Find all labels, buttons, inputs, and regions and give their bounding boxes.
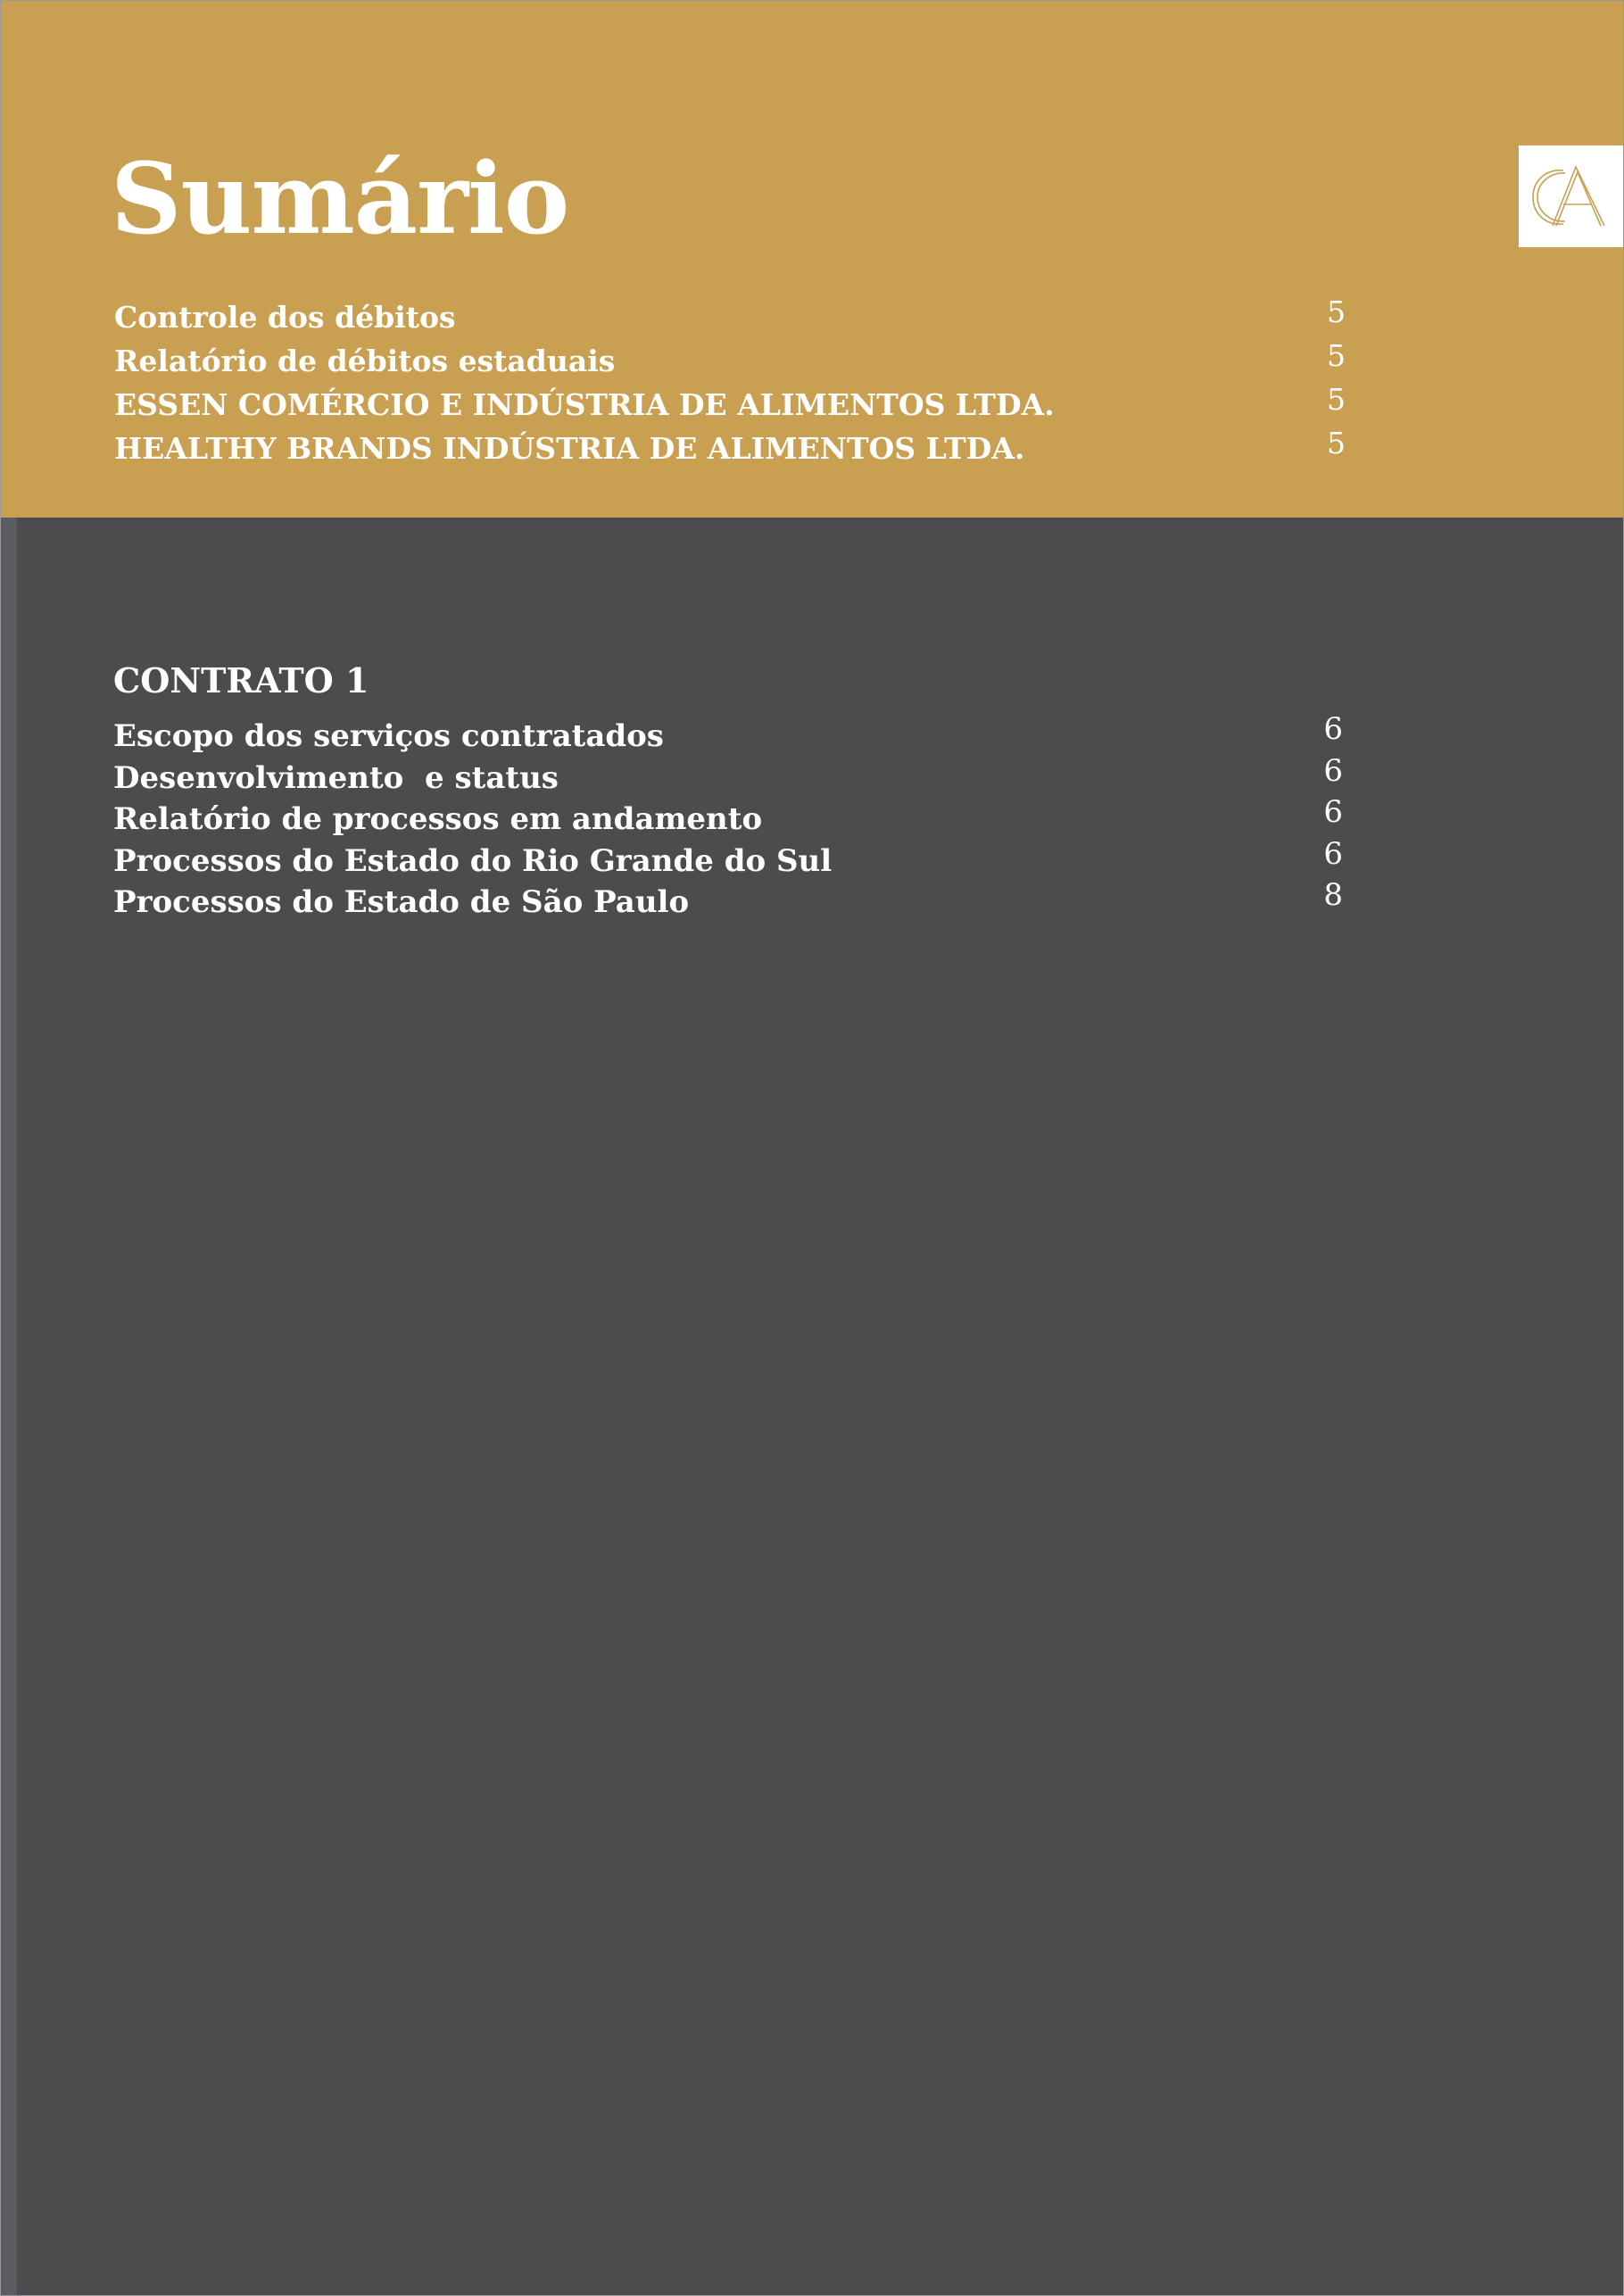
- summary-toc-list: [114, 295, 1346, 470]
- toc-entry-page-number: 5: [1327, 338, 1346, 373]
- ca-monogram-logo-icon: [1519, 145, 1623, 247]
- toc-entry[interactable]: [113, 877, 1343, 924]
- toc-entry[interactable]: [114, 383, 1346, 427]
- toc-entry-label: Desenvolvimento e status: [113, 759, 559, 796]
- toc-entry-label: Controle dos débitos: [114, 300, 456, 335]
- toc-entry-page-number: 6: [1323, 752, 1343, 789]
- toc-entry[interactable]: [113, 835, 1343, 883]
- toc-entry-page-number: 6: [1323, 835, 1343, 872]
- toc-entry[interactable]: [114, 295, 1346, 339]
- toc-entry-label: Processos do Estado de São Paulo: [113, 884, 690, 920]
- toc-entry-page-number: 6: [1323, 711, 1343, 747]
- toc-entry-page-number: 5: [1327, 426, 1346, 460]
- toc-entry-page-number: 5: [1327, 294, 1346, 329]
- toc-entry-label: Relatório de débitos estaduais: [114, 344, 616, 378]
- toc-entry[interactable]: [113, 794, 1343, 841]
- toc-entry[interactable]: [114, 339, 1346, 383]
- toc-entry-label: ESSEN COMÉRCIO E INDÚSTRIA DE ALIMENTOS LTDA.: [114, 387, 1055, 422]
- toc-entry-label: Processos do Estado do Rio Grande do Sul: [113, 842, 833, 879]
- contract-section-heading: CONTRATO 1: [113, 660, 369, 700]
- toc-entry-label: Relatório de processos em andamento: [113, 801, 763, 837]
- toc-entry[interactable]: [114, 427, 1346, 470]
- toc-entry[interactable]: [113, 752, 1343, 800]
- toc-entry-page-number: 6: [1323, 794, 1343, 830]
- page-title: Sumário: [111, 141, 569, 256]
- contract-toc-list: [113, 711, 1343, 924]
- toc-entry-page-number: 8: [1323, 877, 1343, 913]
- toc-entry-page-number: 5: [1327, 382, 1346, 417]
- toc-entry[interactable]: [113, 711, 1343, 758]
- logo: [1519, 145, 1623, 247]
- toc-entry-label: HEALTHY BRANDS INDÚSTRIA DE ALIMENTOS LTDA.: [114, 431, 1025, 466]
- toc-entry-label: Escopo dos serviços contratados: [113, 718, 664, 754]
- left-edge-strip: [1, 518, 17, 2295]
